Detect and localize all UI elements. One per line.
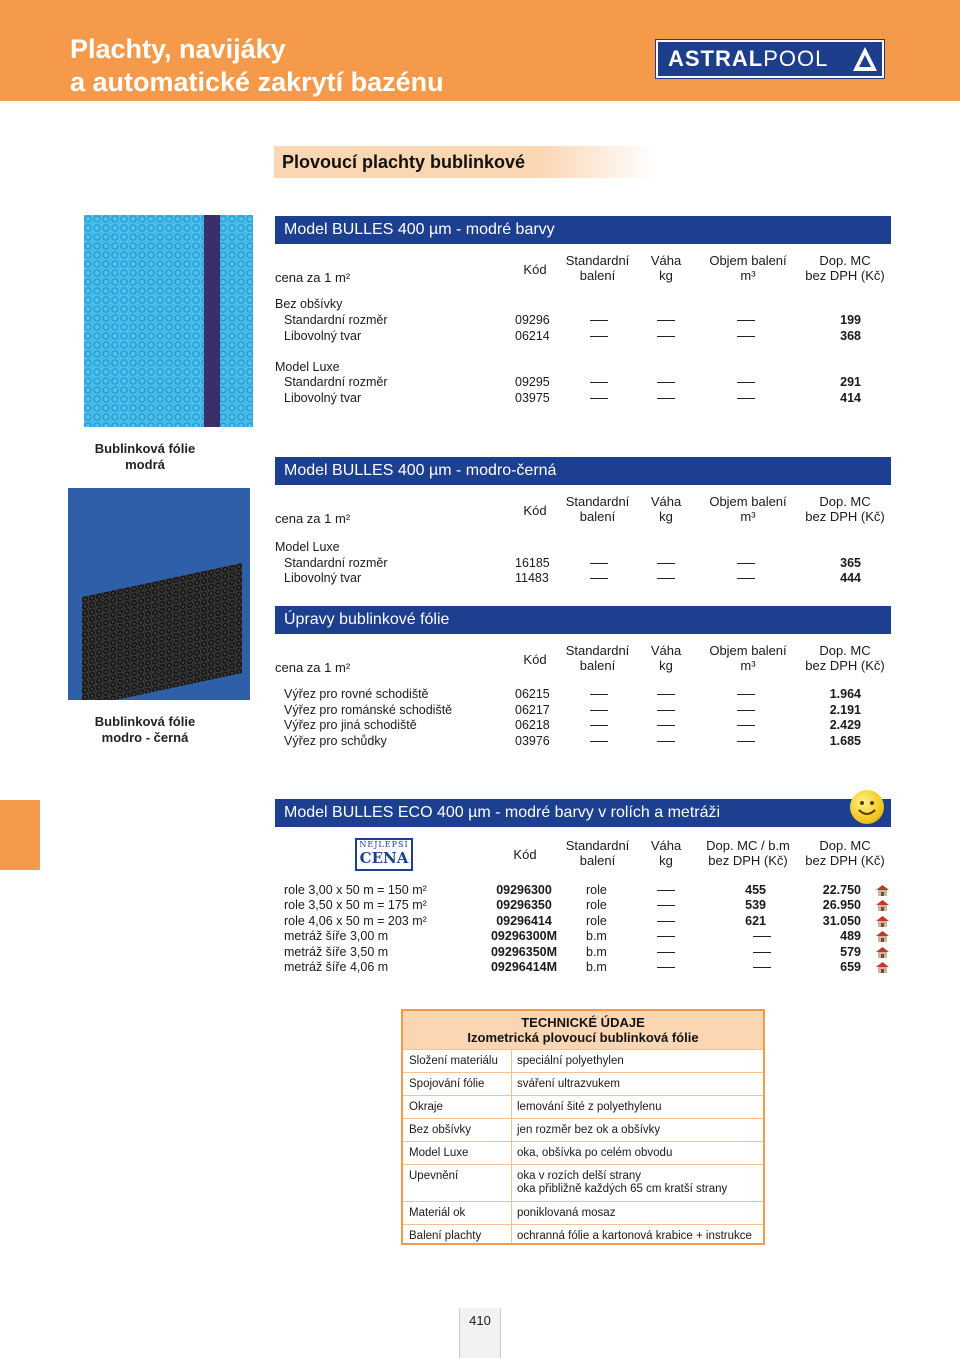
dash-mark: [737, 710, 755, 711]
black-foil-caption-line2: modro - černá: [101, 730, 189, 745]
row-code: 09296350M: [490, 945, 558, 959]
row-price: 1.964: [829, 687, 861, 701]
row-name: metráž šíře 3,00 m: [284, 929, 389, 943]
table2-group1: Model Luxe: [275, 540, 340, 554]
row-price: 31.050: [822, 914, 861, 928]
dash-mark: [657, 890, 675, 891]
col-std-header-2: balení: [579, 658, 616, 673]
col-dop-header-1: Dop. MC: [819, 838, 871, 853]
col-dop-header-2: bez DPH (Kč): [805, 268, 885, 283]
table2-title: Model BULLES 400 µm - modro-černá: [275, 457, 891, 485]
dash-mark: [657, 952, 675, 953]
technical-data-value: [517, 1207, 615, 1220]
dash-mark: [753, 936, 771, 937]
dash-mark: [590, 320, 608, 321]
astralpool-logo-icon: [851, 45, 879, 73]
col-std-header-1: Standardní: [565, 253, 630, 268]
col-dop-header-2: bez DPH (Kč): [805, 658, 885, 673]
black-foil-caption-line1: Bublinková fólie: [94, 714, 196, 729]
technical-data-value-line1: oka, obšívka po celém obvodu: [517, 1147, 673, 1159]
row-bm-price: 455: [745, 883, 766, 897]
house-icon: [875, 946, 890, 959]
technical-data-value: [517, 1147, 672, 1160]
logo-light-text: POOL: [763, 46, 829, 71]
col-kod-header: Kód: [523, 262, 547, 277]
col-vaha-header-2: kg: [659, 853, 673, 868]
row-code: 06214: [515, 329, 550, 343]
row-pack: role: [586, 898, 607, 912]
dash-mark: [657, 741, 675, 742]
row-code: 11483: [515, 571, 549, 585]
dash-mark: [657, 320, 675, 321]
col-vaha-header-2: kg: [659, 509, 673, 524]
dash-mark: [590, 563, 608, 564]
badge-top-text: NEJLEPŠÍ: [359, 840, 409, 849]
row-name: Libovolný tvar: [284, 571, 362, 585]
table1-group2: Model Luxe: [275, 360, 340, 374]
technical-data-value-line2: oka přibližně každých 65 cm kratší strany: [517, 1183, 728, 1195]
col-obj-header-2: m³: [740, 268, 756, 283]
table1-group1: Bez obšívky: [275, 297, 343, 311]
astralpool-logo: [656, 40, 884, 78]
technical-data-row: [403, 1095, 763, 1118]
row-name: Standardní rozměr: [284, 313, 388, 327]
house-icon: [875, 961, 890, 974]
price-unit-label: cena za 1 m²: [275, 270, 351, 285]
technical-data-value-line1: sváření ultrazvukem: [517, 1078, 620, 1090]
table4-title: Model BULLES ECO 400 µm - modré barvy v rolích a metráži: [275, 799, 891, 827]
col-vaha-header-2: kg: [659, 268, 673, 283]
technical-data-key: Materiál ok: [409, 1207, 466, 1219]
house-icon: [875, 884, 890, 897]
dash-mark: [657, 967, 675, 968]
row-price: 659: [840, 960, 861, 974]
row-price: 199: [840, 313, 861, 327]
technical-data-row: [403, 1118, 763, 1141]
row-price: 579: [840, 945, 861, 959]
row-name: Výřez pro schůdky: [284, 734, 387, 748]
technical-data-row: [403, 1072, 763, 1095]
col-dop-header-1: Dop. MC: [819, 643, 871, 658]
technical-data-title: TECHNICKÉ ÚDAJE: [521, 1015, 645, 1030]
col-vaha-header-2: kg: [659, 658, 673, 673]
row-code: 09296350: [496, 898, 552, 912]
page-title-line1: Plachty, navijáky: [70, 34, 286, 64]
dash-mark: [590, 710, 608, 711]
row-price: 2.429: [829, 718, 861, 732]
dash-mark: [737, 563, 755, 564]
dash-mark: [737, 694, 755, 695]
col-kod-header: Kód: [523, 503, 547, 518]
dash-mark: [657, 694, 675, 695]
row-pack: role: [586, 914, 607, 928]
technical-data-subtitle: Izometrická plovoucí bublinková fólie: [467, 1030, 699, 1045]
technical-data-key: Bez obšívky: [409, 1124, 471, 1136]
row-bm-price: 621: [745, 914, 766, 928]
dash-mark: [590, 382, 608, 383]
dash-mark: [590, 741, 608, 742]
dash-mark: [657, 921, 675, 922]
technical-data-value-line1: speciální polyethylen: [517, 1055, 624, 1067]
dash-mark: [737, 725, 755, 726]
row-name: role 4,06 x 50 m = 203 m²: [284, 914, 427, 928]
technical-data-value-line1: ochranná fólie a kartonová krabice + instrukce: [517, 1230, 752, 1242]
dash-mark: [590, 398, 608, 399]
col-std-header-2: balení: [579, 509, 616, 524]
row-code: 03976: [515, 734, 550, 748]
row-price: 489: [840, 929, 861, 943]
technical-data-value: [517, 1170, 727, 1196]
dash-mark: [737, 336, 755, 337]
blue-foil-caption-line1: Bublinková fólie: [94, 441, 196, 456]
technical-data-key: Spojování fólie: [409, 1078, 485, 1090]
col-std-header-2: balení: [579, 853, 616, 868]
row-code: 09296414: [496, 914, 552, 928]
row-price: 2.191: [829, 703, 861, 717]
row-code: 03975: [515, 391, 550, 405]
dash-mark: [737, 320, 755, 321]
col-vaha-header-1: Váha: [650, 494, 682, 509]
row-code: 09296: [515, 313, 550, 327]
technical-data-key: Balení plachty: [409, 1230, 482, 1242]
blue-bubble-foil-photo: [84, 215, 253, 427]
dash-mark: [657, 905, 675, 906]
dash-mark: [753, 952, 771, 953]
row-name: Standardní rozměr: [284, 556, 388, 570]
row-bm-price: 539: [745, 898, 766, 912]
dash-mark: [657, 936, 675, 937]
col-obj-header-1: Objem balení: [709, 253, 787, 268]
page-number: 410: [459, 1308, 501, 1358]
dash-mark: [590, 578, 608, 579]
dash-mark: [657, 725, 675, 726]
technical-data-row: [403, 1141, 763, 1164]
price-unit-label: cena za 1 m²: [275, 511, 351, 526]
col-dopmc-bm-header-2: bez DPH (Kč): [708, 853, 788, 868]
page-title-line2: a automatické zakrytí bazénu: [70, 67, 444, 97]
badge-main-text: CENA: [359, 849, 409, 867]
page-title: [70, 33, 444, 99]
blue-foil-caption: [70, 441, 220, 473]
row-code: 09296300: [496, 883, 552, 897]
row-price: 22.750: [822, 883, 861, 897]
row-code: 06218: [515, 718, 550, 732]
row-name: role 3,50 x 50 m = 175 m²: [284, 898, 427, 912]
row-price: 368: [840, 329, 861, 343]
row-name: metráž šíře 3,50 m: [284, 945, 389, 959]
col-dop-header-2: bez DPH (Kč): [805, 509, 885, 524]
row-name: Výřez pro románské schodiště: [284, 703, 453, 717]
technical-data-key: Složení materiálu: [409, 1055, 498, 1067]
technical-data-key: Upevnění: [409, 1170, 459, 1182]
col-dopmc-bm-header-1: Dop. MC / b.m: [706, 838, 790, 853]
row-name: Výřez pro rovné schodiště: [284, 687, 429, 701]
row-name: Standardní rozměr: [284, 375, 388, 389]
col-std-header-2: balení: [579, 268, 616, 283]
dash-mark: [657, 710, 675, 711]
col-obj-header-2: m³: [740, 658, 756, 673]
house-icon: [875, 915, 890, 928]
technical-data-value-line1: poniklovaná mosaz: [517, 1207, 616, 1219]
row-price: 414: [840, 391, 861, 405]
col-std-header-1: Standardní: [565, 838, 630, 853]
row-price: 26.950: [822, 898, 861, 912]
smiley-icon: [850, 790, 884, 824]
row-price: 365: [840, 556, 861, 570]
dash-mark: [737, 382, 755, 383]
col-vaha-header-1: Váha: [650, 838, 682, 853]
dash-mark: [657, 563, 675, 564]
row-code: 09296300M: [490, 929, 558, 943]
row-name: metráž šíře 4,06 m: [284, 960, 389, 974]
dash-mark: [737, 741, 755, 742]
technical-data-row: [403, 1049, 763, 1072]
row-code: 09296414M: [490, 960, 558, 974]
dash-mark: [753, 967, 771, 968]
row-name: role 3,00 x 50 m = 150 m²: [284, 883, 427, 897]
col-obj-header-2: m³: [740, 509, 756, 524]
orange-side-marker: [0, 800, 40, 870]
col-obj-header-1: Objem balení: [709, 494, 787, 509]
dash-mark: [590, 336, 608, 337]
technical-data-value-line1: lemování šité z polyethylenu: [517, 1101, 662, 1113]
dash-mark: [657, 578, 675, 579]
row-code: 09295: [515, 375, 550, 389]
blue-black-bubble-foil-photo: [68, 488, 250, 700]
row-code: 06215: [515, 687, 550, 701]
technical-data-row: [403, 1201, 763, 1224]
row-pack: b.m: [586, 945, 607, 959]
row-pack: b.m: [586, 960, 607, 974]
technical-data-value: [517, 1101, 661, 1114]
dash-mark: [737, 578, 755, 579]
col-std-header-1: Standardní: [565, 643, 630, 658]
technical-data-key: Okraje: [409, 1101, 443, 1113]
row-code: 06217: [515, 703, 550, 717]
col-vaha-header-1: Váha: [650, 253, 682, 268]
dash-mark: [657, 336, 675, 337]
dash-mark: [657, 382, 675, 383]
technical-data-value: [517, 1124, 660, 1137]
col-vaha-header-1: Váha: [650, 643, 682, 658]
technical-data-value: [517, 1230, 752, 1243]
price-unit-label: cena za 1 m²: [275, 660, 351, 675]
row-name: Výřez pro jiná schodiště: [284, 718, 417, 732]
row-pack: b.m: [586, 929, 607, 943]
col-std-header-1: Standardní: [565, 494, 630, 509]
technical-data-value-line1: oka v rozích delší strany: [517, 1170, 641, 1182]
blue-foil-caption-line2: modrá: [125, 457, 165, 472]
col-dop-header-1: Dop. MC: [819, 253, 871, 268]
row-code: 16185: [515, 556, 550, 570]
dash-mark: [737, 398, 755, 399]
black-foil-caption: [70, 714, 220, 746]
row-price: 444: [840, 571, 861, 585]
logo-bold-text: ASTRAL: [668, 46, 764, 71]
row-name: Libovolný tvar: [284, 329, 362, 343]
col-obj-header-1: Objem balení: [709, 643, 787, 658]
technical-data-header: [403, 1011, 763, 1049]
table1-title: Model BULLES 400 µm - modré barvy: [275, 216, 891, 244]
col-dop-header-2: bez DPH (Kč): [805, 853, 885, 868]
col-kod-header: Kód: [513, 847, 537, 862]
technical-data-key: Model Luxe: [409, 1147, 469, 1159]
col-kod-header: Kód: [523, 652, 547, 667]
page-header: [0, 0, 960, 101]
dash-mark: [657, 398, 675, 399]
row-pack: role: [586, 883, 607, 897]
row-price: 291: [840, 375, 861, 389]
dash-mark: [590, 694, 608, 695]
technical-data-table: [401, 1009, 765, 1245]
section-title: Plovoucí plachty bublinkové: [274, 146, 654, 178]
row-price: 1.685: [829, 734, 861, 748]
table3-title: Úpravy bublinkové fólie: [275, 606, 891, 634]
dash-mark: [590, 725, 608, 726]
technical-data-value: [517, 1078, 620, 1091]
col-dop-header-1: Dop. MC: [819, 494, 871, 509]
house-icon: [875, 930, 890, 943]
technical-data-value: [517, 1055, 624, 1068]
technical-data-row: [403, 1164, 763, 1201]
technical-data-value-line1: jen rozměr bez ok a obšívky: [517, 1124, 661, 1136]
row-name: Libovolný tvar: [284, 391, 362, 405]
house-icon: [875, 899, 890, 912]
technical-data-row: [403, 1224, 763, 1247]
best-price-badge: [355, 838, 413, 871]
